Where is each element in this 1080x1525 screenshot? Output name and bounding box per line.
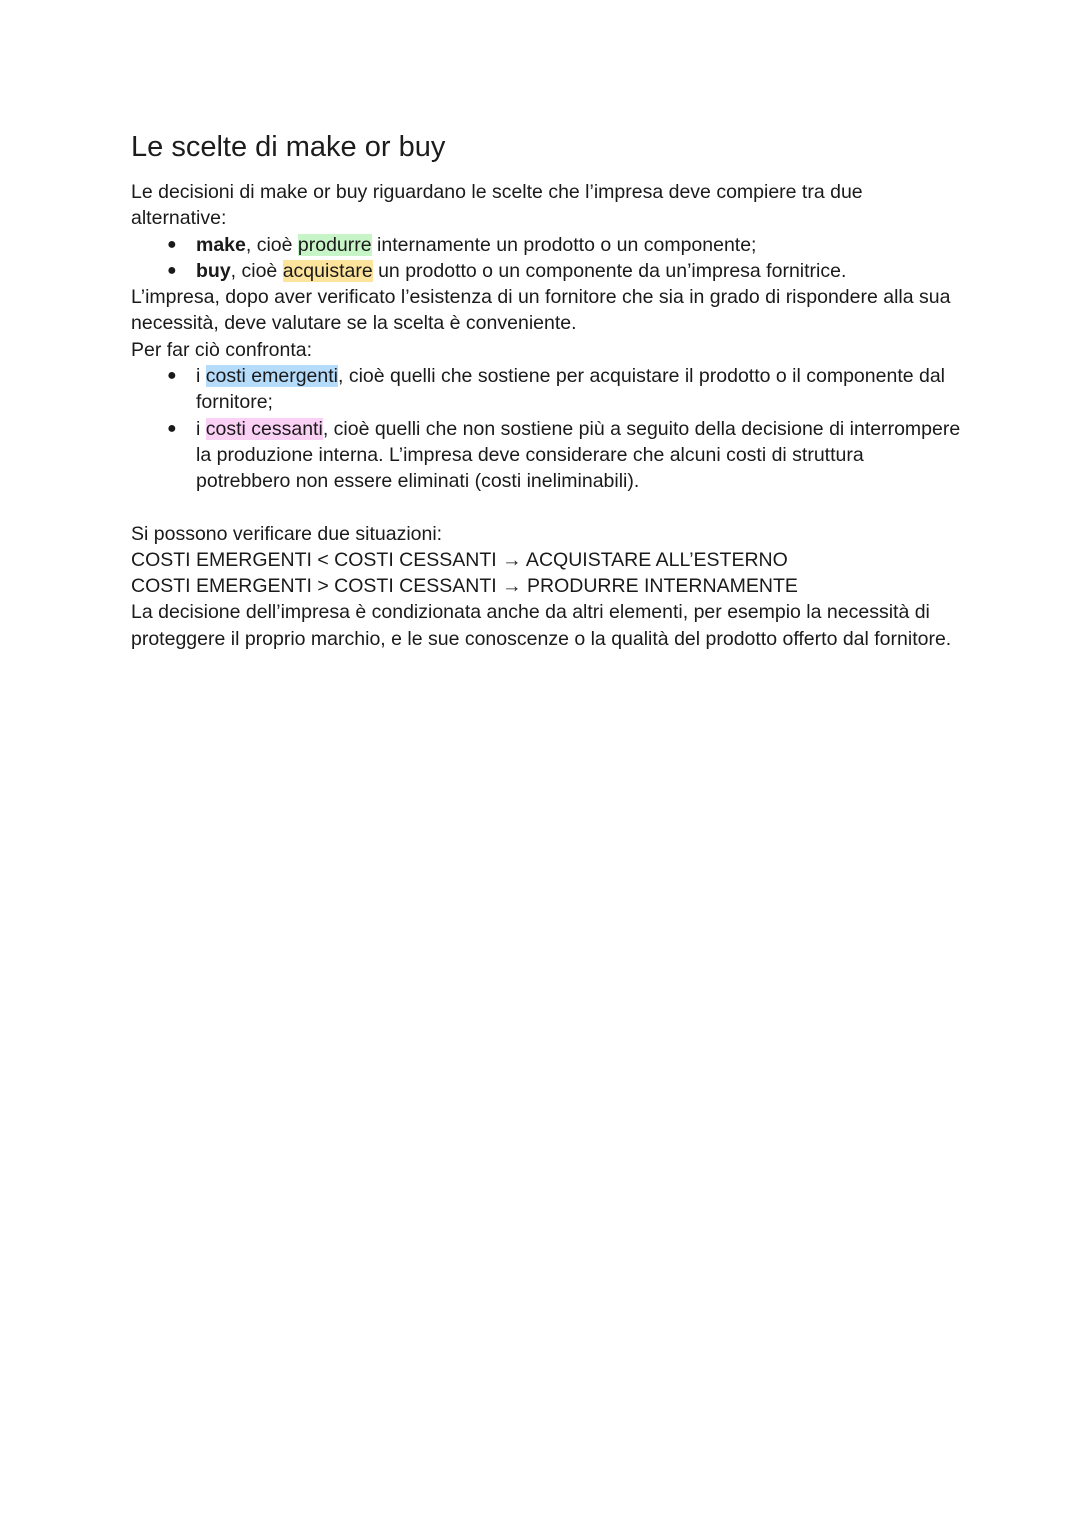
- list-item-text: , cioè: [230, 259, 283, 282]
- highlight-produrre: produrre: [297, 233, 372, 256]
- paragraph-compare: Per far ciò confronta:: [131, 338, 313, 361]
- highlight-costi-cessanti: costi cessanti: [205, 417, 323, 440]
- list-item-buy: [131, 258, 961, 284]
- term-buy: buy: [196, 259, 231, 282]
- bullet-icon: ●: [167, 235, 177, 253]
- costs-list: [131, 363, 961, 494]
- list-item-text: , cioè quelli che non sostiene più a seguito della decisione di interrompere la produzione interna. L’impresa deve considerare che alcuni costi di struttura potrebbero non essere eliminati (costi ineliminabili).: [196, 417, 961, 493]
- alternatives-list: [131, 232, 961, 285]
- list-item-text: i: [196, 417, 206, 440]
- list-item-make: [131, 232, 961, 258]
- term-make: make: [196, 233, 246, 256]
- highlight-costi-emergenti: costi emergenti: [205, 365, 338, 388]
- list-item-text: , cioè quelli che sostiene per acquistare il prodotto o il componente dal fornitore;: [196, 365, 946, 414]
- bullet-icon: ●: [167, 261, 177, 279]
- list-item-costi-cessanti: [131, 416, 961, 495]
- list-item-text: , cioè: [245, 233, 298, 256]
- list-item-text: internamente un prodotto o un componente;: [371, 233, 757, 256]
- paragraph-supplier: L’impresa, dopo aver verificato l’esistenza di un fornitore che sia in grado di rispondere alla sua necessità, deve valutare se la scelta è conveniente.: [131, 286, 951, 335]
- conclusion-paragraph: La decisione dell’impresa è condizionata anche da altri elementi, per esempio la necessità di proteggere il proprio marchio, e le sue conoscenze o la qualità del prodotto offerto dal fornitore.: [131, 601, 952, 650]
- spacer: [131, 495, 961, 521]
- list-item-costi-emergenti: [131, 363, 961, 416]
- situation-make: COSTI EMERGENTI > COSTI CESSANTI → PRODURRE INTERNAMENTE: [131, 575, 798, 598]
- highlight-acquistare: acquistare: [282, 259, 373, 282]
- bullet-icon: ●: [167, 367, 177, 385]
- list-item-text: i: [196, 365, 206, 388]
- list-item-text: un prodotto o un componente da un’impresa fornitrice.: [372, 259, 847, 282]
- document-title: Le scelte di make or buy: [131, 131, 446, 163]
- document-page: [131, 127, 961, 652]
- bullet-icon: ●: [167, 419, 177, 437]
- intro-paragraph: Le decisioni di make or buy riguardano le scelte che l’impresa deve compiere tra due alternative:: [131, 181, 863, 230]
- situations-intro: Si possono verificare due situazioni:: [131, 522, 443, 545]
- situation-buy: COSTI EMERGENTI < COSTI CESSANTI → ACQUISTARE ALL’ESTERNO: [131, 548, 788, 571]
